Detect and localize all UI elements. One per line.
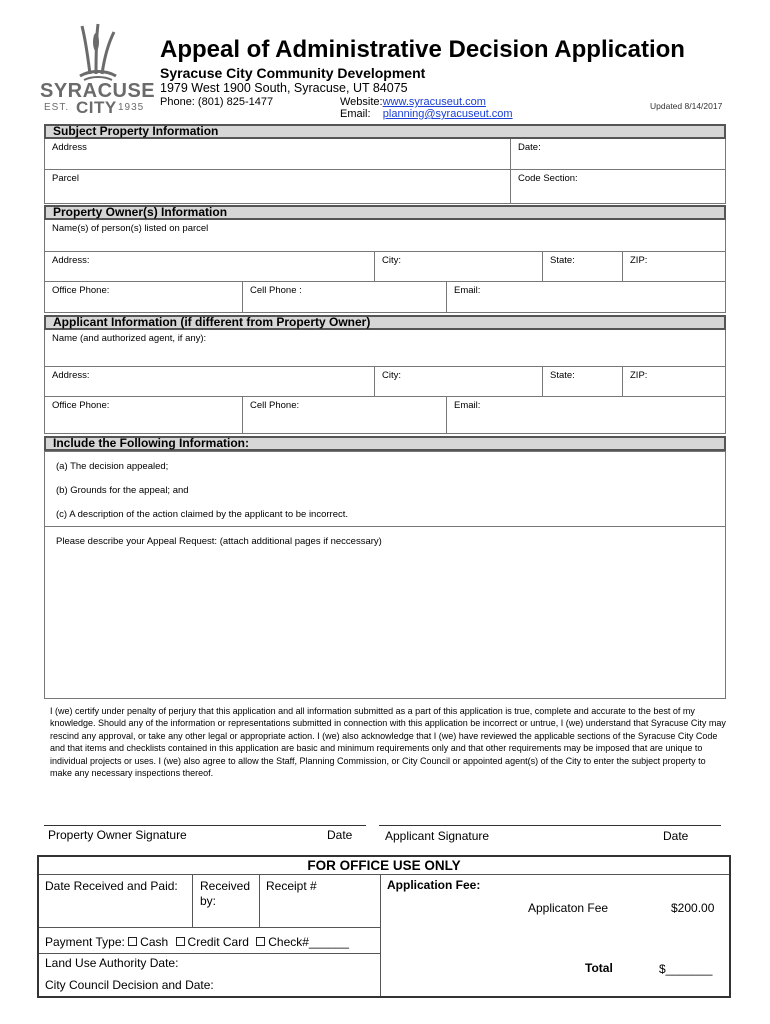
applicant-state-field[interactable] — [543, 367, 623, 396]
owner-names-field[interactable] — [45, 220, 725, 251]
office-use-box — [37, 855, 731, 998]
owner-date-label: Date — [327, 828, 353, 842]
owner-row-names — [44, 220, 726, 252]
total-value[interactable]: $_______ — [659, 962, 713, 976]
applicant-office-phone-label: Office Phone: — [52, 400, 110, 411]
office-use-heading: FOR OFFICE USE ONLY — [39, 857, 729, 875]
syracuse-logo — [40, 22, 156, 120]
fee-value: $200.00 — [671, 901, 715, 915]
council-label: City Council Decision and Date: — [45, 978, 214, 992]
appeal-description-label: Please describe your Appeal Request: (attach additional pages if neccessary) — [56, 536, 382, 547]
office-row-divider-2 — [39, 953, 380, 954]
office-divider-1 — [192, 875, 193, 927]
department-name: Syracuse City Community Development — [160, 65, 426, 81]
include-item-b: (b) Grounds for the appeal; and — [56, 485, 189, 496]
website-line — [340, 96, 486, 108]
email-link[interactable]: planning@syracuseut.com — [382, 108, 513, 120]
owner-email-field[interactable] — [447, 282, 725, 312]
owner-office-phone-label: Office Phone: — [52, 285, 110, 296]
subject-row-parcel — [44, 170, 726, 204]
owner-row-phones — [44, 282, 726, 313]
application-fee-heading: Application Fee: — [387, 878, 481, 892]
include-item-c: (c) A description of the action claimed by the applicant to be incorrect. — [56, 509, 349, 520]
page-title: Appeal of Administrative Decision Application — [160, 36, 685, 63]
owner-city-label: City: — [382, 255, 401, 266]
applicant-state-label: State: — [550, 370, 575, 381]
owner-zip-label: ZIP: — [630, 255, 648, 266]
credit-card-label: Credit Card — [187, 935, 249, 949]
applicant-row-phones — [44, 397, 726, 434]
owner-state-label: State: — [550, 255, 575, 266]
applicant-cell-phone-label: Cell Phone: — [250, 400, 300, 411]
subject-date-field[interactable] — [511, 139, 725, 169]
owner-zip-field[interactable] — [623, 252, 725, 281]
certification-text: I (we) certify under penalty of perjury that this application and all information submitted as a part of this application is true, complete and accurate to the best of my knowledge. Should any of the information or representations submitted in connection with this application be incorrect or untrue, I (we) understand that Syracuse City may rescind any approval, or take any other legal or appropriate action. I (we) also acknowledge that I (we) have reviewed the applicable sections of the Syracuse City Code and that items and checklists contained in this application are basic and minimum requirements only and that other requirements may be imposed that are unique to individual projects or uses. I (we) also agree to allow the Staff, Planning Commission, or City Council or appointed agent(s) of the City to enter the subject property to make any necessary inspections thereof. — [50, 706, 726, 779]
check-label: Check#______ — [268, 935, 349, 949]
applicant-name-field[interactable] — [45, 330, 725, 366]
check-checkbox[interactable] — [256, 937, 265, 946]
total-label: Total — [585, 961, 613, 975]
applicant-zip-field[interactable] — [623, 367, 725, 396]
applicant-name-label: Name (and authorized agent, if any): — [52, 333, 207, 344]
subject-row-address — [44, 139, 726, 170]
office-divider-2 — [259, 875, 260, 927]
logo-city: CITY — [76, 98, 117, 117]
owner-address-label: Address: — [52, 255, 90, 266]
include-item-a: (a) The decision appealed; — [56, 461, 169, 472]
department-address: 1979 West 1900 South, Syracuse, UT 84075 — [160, 81, 408, 95]
owner-address-field[interactable] — [45, 252, 375, 281]
owner-city-field[interactable] — [375, 252, 543, 281]
cash-checkbox[interactable] — [128, 937, 137, 946]
parcel-label: Parcel — [52, 173, 79, 184]
office-divider — [380, 875, 381, 996]
department-phone: Phone: (801) 825-1477 — [160, 96, 274, 108]
receipt-label: Receipt # — [266, 879, 317, 893]
logo-year: 1935 — [118, 102, 145, 113]
applicant-cell-phone-field[interactable] — [243, 397, 447, 433]
code-section-field[interactable] — [511, 170, 725, 203]
owner-names-label: Name(s) of person(s) listed on parcel — [52, 223, 209, 234]
subject-date-label: Date: — [518, 142, 541, 153]
website-label: Website: — [340, 96, 383, 108]
applicant-city-field[interactable] — [375, 367, 543, 396]
appeal-description-field[interactable] — [44, 526, 726, 699]
cash-label: Cash — [140, 935, 169, 949]
owner-state-field[interactable] — [543, 252, 623, 281]
applicant-date-label: Date — [663, 829, 689, 843]
logo-wordmark: SYRACUSE — [40, 80, 156, 102]
include-list — [44, 451, 726, 527]
cattail-icon — [76, 22, 120, 82]
email-line — [340, 108, 513, 120]
applicant-address-label: Address: — [52, 370, 90, 381]
land-use-label: Land Use Authority Date: — [45, 956, 179, 970]
applicant-signature-line[interactable] — [379, 825, 721, 826]
received-by-label: Received by: — [200, 879, 251, 908]
owner-email-label: Email: — [454, 285, 481, 296]
owner-cell-phone-field[interactable] — [243, 282, 447, 312]
updated-date: Updated 8/14/2017 — [650, 101, 723, 111]
date-received-label: Date Received and Paid: — [45, 879, 178, 893]
applicant-email-label: Email: — [454, 400, 481, 411]
applicant-zip-label: ZIP: — [630, 370, 648, 381]
payment-type-label: Payment Type: — [45, 935, 125, 949]
fee-label: Applicaton Fee — [528, 901, 609, 915]
credit-card-checkbox[interactable] — [176, 937, 185, 946]
subject-property-heading: Subject Property Information — [44, 124, 726, 139]
payment-type-row — [45, 935, 349, 949]
owner-heading: Property Owner(s) Information — [44, 205, 726, 220]
include-heading: Include the Following Information: — [44, 436, 726, 451]
applicant-office-phone-field[interactable] — [45, 397, 243, 433]
applicant-city-label: City: — [382, 370, 401, 381]
email-label: Email: — [340, 108, 371, 120]
applicant-heading: Applicant Information (if different from Property Owner) — [44, 315, 726, 330]
owner-office-phone-field[interactable] — [45, 282, 243, 312]
office-row-divider — [39, 927, 380, 928]
owner-cell-phone-label: Cell Phone : — [250, 285, 302, 296]
applicant-email-field[interactable] — [447, 397, 725, 433]
owner-signature-label: Property Owner Signature — [48, 828, 187, 842]
applicant-row-name — [44, 330, 726, 367]
subject-address-field[interactable] — [45, 139, 511, 169]
applicant-row-address — [44, 367, 726, 397]
owner-row-address — [44, 252, 726, 282]
subject-address-label: Address — [52, 142, 87, 153]
parcel-field[interactable] — [45, 170, 511, 203]
applicant-signature-label: Applicant Signature — [385, 829, 490, 843]
code-section-label: Code Section: — [518, 173, 578, 184]
applicant-address-field[interactable] — [45, 367, 375, 396]
owner-signature-line[interactable] — [44, 825, 366, 826]
website-link[interactable]: www.syracuseut.com — [382, 96, 486, 108]
logo-est: EST. — [44, 102, 70, 113]
